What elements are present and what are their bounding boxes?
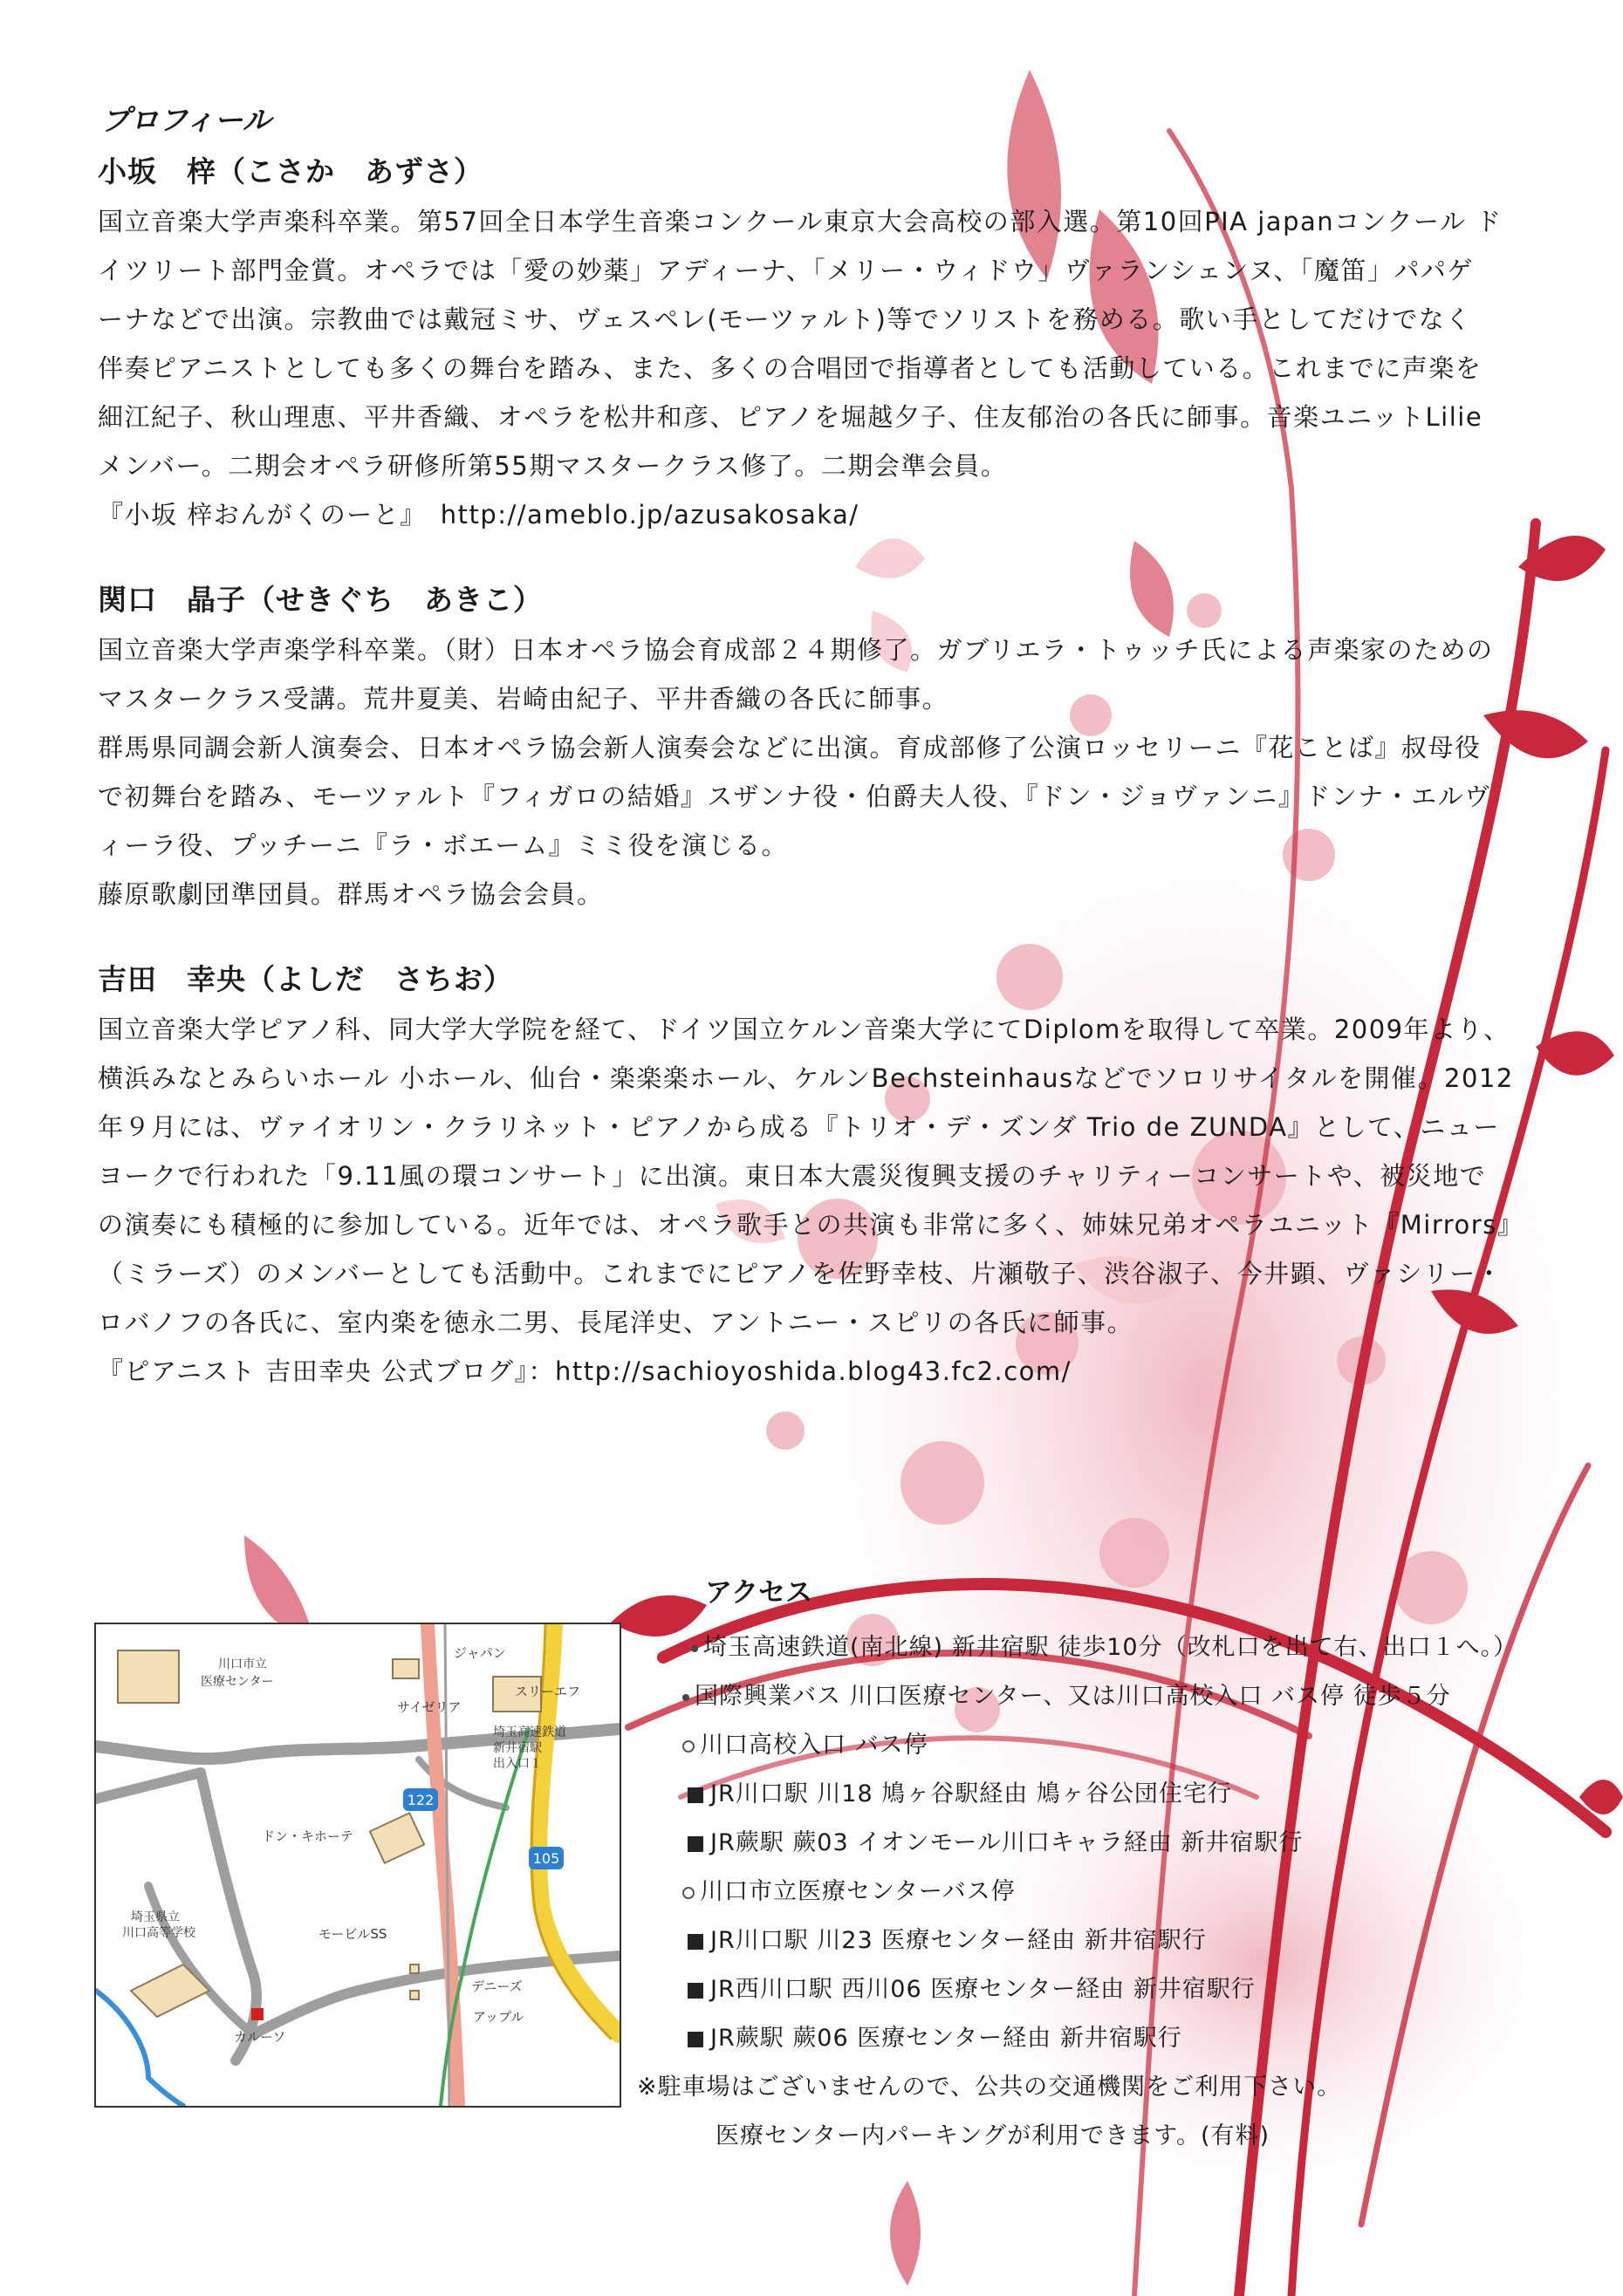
bio-line: ヨークで行われた「9.11風の環コンサート」に出演。東日本大震災復興支援のチャリティーコンサートや、被災地で — [98, 1161, 1487, 1191]
label-saizeriya: サイゼリア — [397, 1699, 462, 1715]
profile-bio — [98, 197, 1537, 539]
access-line-text: JR川口駅 川23 医療センター経由 新井宿駅行 — [710, 1927, 1207, 1954]
access-line — [637, 1819, 1544, 1868]
access-map — [94, 1623, 621, 2108]
access-line — [637, 1965, 1544, 2014]
access-line-text: 川口市立医療センターバス停 — [700, 1878, 1016, 1905]
label-caruso: カルーソ — [234, 2029, 286, 2045]
venue-marker — [251, 2008, 264, 2020]
profile-bio — [98, 625, 1537, 919]
access-line — [637, 1672, 1544, 1721]
label-hospital — [201, 1657, 273, 1689]
bio-line: マスタークラス受講。荒井夏美、岩崎由紀子、平井香織の各氏に師事。 — [98, 684, 949, 714]
bio-line: イツリート部門金賞。オペラでは「愛の妙薬」アディーナ、「メリー・ウィドウ」ヴァランシェンヌ、「魔笛」パパゲ — [98, 256, 1474, 285]
label-school-line1: 埼玉県立 — [131, 1910, 180, 1924]
circle-bullet-icon — [682, 1740, 695, 1753]
bio-line: ィーラ役、プッチーニ『ラ・ボエーム』ミミ役を演じる。 — [98, 830, 788, 860]
label-apple: アップル — [473, 2009, 524, 2025]
profile-yoshida — [98, 957, 1537, 1396]
bio-line: メンバー。二期会オペラ研修所第55期マスタークラス修了。二期会準会員。 — [98, 451, 1008, 481]
bio-line: で初舞台を踏み、モーツァルト『フィガロの結婚』スザンナ役・伯爵夫人役、『ドン・ジョヴァンニ』ドンナ・エルヴ — [98, 782, 1491, 811]
access-lines — [637, 1623, 1544, 2161]
profile-name: 小坂 梓（こさか あずさ） — [98, 154, 483, 188]
bio-line: 細江紀子、秋山理恵、平井香織、オペラを松井和彦、ピアノを堀越夕子、住友郁治の各氏に師事。音楽ユニットLilie — [98, 402, 1483, 432]
dot-bullet-icon — [682, 1694, 689, 1701]
access-line-text: JR蕨駅 蕨03 イオンモール川口キャラ経由 新井宿駅行 — [710, 1829, 1304, 1856]
label-station-line1: 埼玉高速鉄道 — [493, 1725, 566, 1739]
access-line-text: JR川口駅 川18 鳩ヶ谷駅経由 鳩ヶ谷公団住宅行 — [710, 1780, 1232, 1807]
label-school — [122, 1910, 196, 1940]
access-title: アクセス — [705, 1577, 813, 1609]
route-105: 105 — [532, 1850, 560, 1867]
profile-content — [98, 98, 1537, 1434]
bio-line: 伴奏ピアニストとしても多くの舞台を踏み、また、多くの合唱団で指導者としても活動している。これまでに声楽を — [98, 353, 1483, 383]
access-line — [637, 1623, 1544, 1672]
bio-line: 群馬県同調会新人演奏会、日本オペラ協会新人演奏会などに出演。育成部修了公演ロッセリーニ『花ことば』叔母役 — [98, 733, 1482, 762]
access-line-text: JR西川口駅 西川06 医療センター経由 新井宿駅行 — [710, 1976, 1256, 2003]
square-bullet-icon — [688, 1934, 703, 1950]
square-bullet-icon — [688, 2032, 703, 2047]
label-station — [493, 1725, 570, 1771]
access-line-text: ※駐車場はございませんので、公共の交通機関をご利用下さい。 — [637, 2074, 1342, 2101]
label-japan: ジャパン — [454, 1645, 506, 1661]
square-bullet-icon — [688, 1983, 703, 1999]
bio-line: 国立音楽大学声楽学科卒業。（財）日本オペラ協会育成部２４期修了。ガブリエラ・トゥッチ氏による声楽家のための — [98, 635, 1494, 665]
access-line-text: JR蕨駅 蕨06 医療センター経由 新井宿駅行 — [710, 2025, 1182, 2052]
bio-line: 藤原歌劇団準団員。群馬オペラ協会会員。 — [98, 879, 604, 909]
bio-line: 年９月には、ヴァイオリン・クラリネット・ピアノから成る『トリオ・デ・ズンダ Trio de ZUNDA』として、ニュー — [98, 1112, 1500, 1142]
access-section — [637, 1570, 1544, 2161]
bio-line: 国立音楽大学ピアノ科、同大学大学院を経て、ドイツ国立ケルン音楽大学にてDiplomを取得して卒業。2009年より、 — [98, 1015, 1510, 1044]
dot-bullet-icon — [691, 1645, 698, 1652]
profile-name: 関口 晶子（せきぐち あきこ） — [98, 583, 543, 617]
access-line — [637, 1721, 1544, 1770]
access-line-text: 埼玉高速鉄道(南北線) 新井宿駅 徒歩10分（改札口を出て右、出口１へ。） — [703, 1634, 1518, 1661]
access-line — [637, 2063, 1544, 2112]
label-station-line2: 新井宿駅 — [493, 1741, 542, 1755]
label-school-line2: 川口高等学校 — [122, 1926, 195, 1940]
access-line — [637, 2014, 1544, 2063]
square-bullet-icon — [688, 1836, 703, 1852]
circle-bullet-icon — [682, 1887, 695, 1899]
profile-bio — [98, 1005, 1537, 1396]
label-hospital-line2: 医療センター — [201, 1675, 274, 1689]
route-122: 122 — [407, 1792, 435, 1808]
label-station-line3: 出入口１ — [493, 1757, 542, 1771]
profile-sekiguchi — [98, 577, 1537, 919]
label-donki: ドン・キホーテ — [262, 1828, 354, 1844]
access-line-text: 医療センター内パーキングが利用できます。(有料) — [716, 2122, 1270, 2149]
access-line — [637, 1917, 1544, 1965]
bio-line: 国立音楽大学声楽科卒業。第57回全日本学生音楽コンクール東京大会高校の部入選。第10回PIA japanコンクール ド — [98, 207, 1503, 236]
bio-line: 横浜みなとみらいホール 小ホール、仙台・楽楽楽ホール、ケルンBechsteinhausなどでソロリサイタルを開催。2012 — [98, 1063, 1514, 1093]
access-line-text: 国際興業バス 川口医療センター、又は川口高校入口 バス停 徒歩５分 — [695, 1683, 1451, 1710]
label-hospital-line1: 川口市立 — [218, 1657, 267, 1671]
bio-line: ーナなどで出演。宗教曲では戴冠ミサ、ヴェスペレ(モーツァルト)等でソリストを務める。歌い手としてだけでなく — [98, 304, 1472, 334]
blog-link[interactable]: 『ピアニスト 吉田幸央 公式ブログ』：http://sachioyoshida.blog43.fc2.com/ — [98, 1356, 1072, 1386]
label-dennys: デニーズ — [471, 1978, 523, 1994]
profile-name: 吉田 幸央（よしだ さちお） — [98, 962, 513, 996]
section-title: プロフィール — [101, 103, 271, 137]
access-line — [637, 1770, 1544, 1819]
bio-line: の演奏にも積極的に参加している。近年では、オペラ歌手との共演も非常に多く、姉妹兄弟オペラユニット『Mirrors』 — [98, 1210, 1524, 1240]
bio-line: （ミラーズ）のメンバーとしても活動中。これまでにピアノを佐野幸枝、片瀬敬子、渋谷淑子、今井顕、ヴァシリー・ — [98, 1259, 1503, 1288]
bio-line: ロバノフの各氏に、室内楽を徳永二男、長尾洋史、アントニー・スピリの各氏に師事。 — [98, 1308, 1134, 1337]
access-line — [637, 2112, 1544, 2161]
profile-kosaka — [98, 149, 1537, 539]
label-mobil: モービルSS — [318, 1926, 387, 1942]
label-three-f: スリーエフ — [515, 1684, 581, 1699]
blog-link[interactable]: 『小坂 梓おんがくのーと』 http://ameblo.jp/azusakosaka/ — [98, 500, 859, 530]
square-bullet-icon — [688, 1787, 703, 1803]
access-line — [637, 1868, 1544, 1917]
access-line-text: 川口高校入口 バス停 — [700, 1732, 928, 1759]
